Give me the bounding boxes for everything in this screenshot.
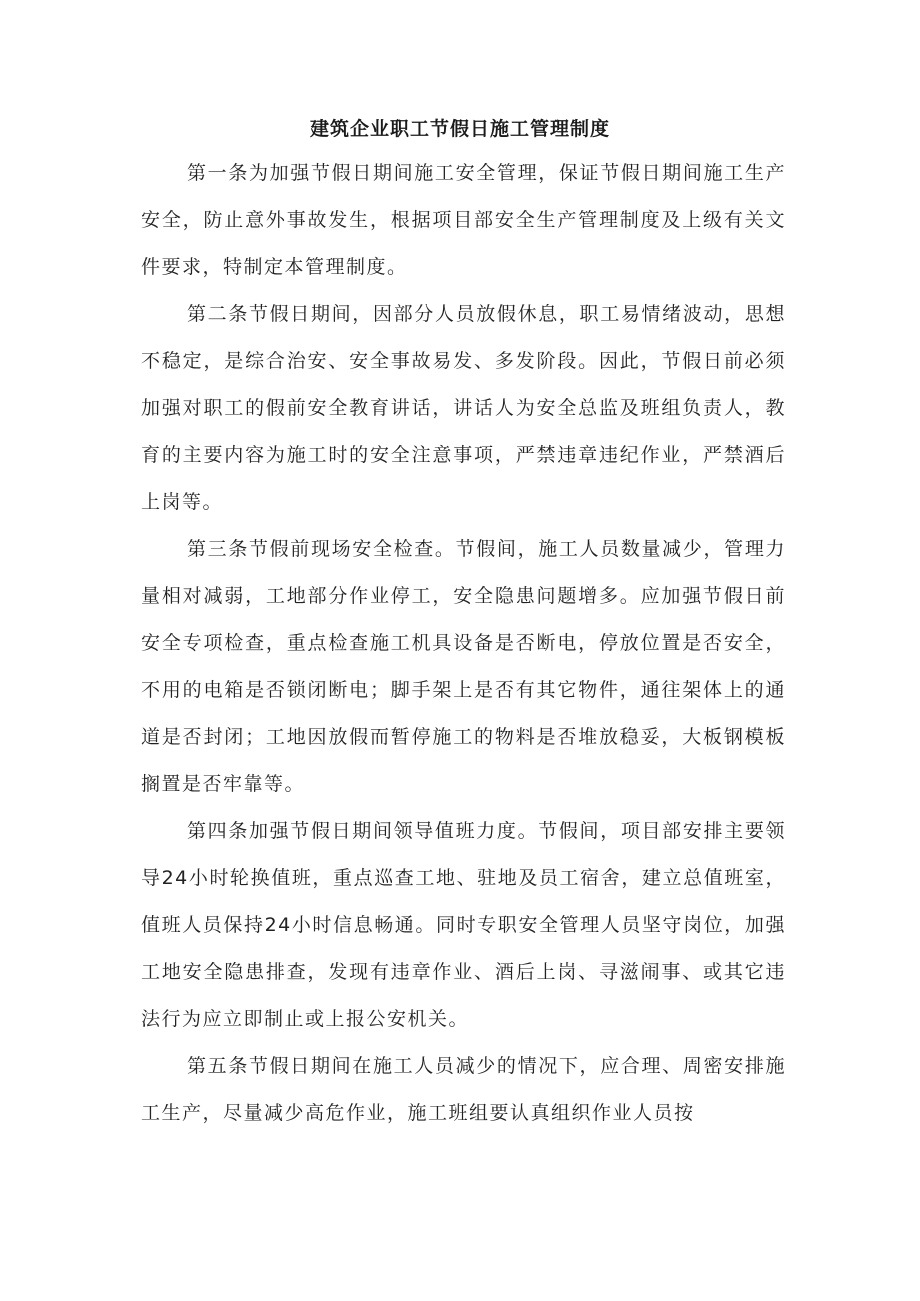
paragraph-article-1: 第一条为加强节假日期间施工安全管理，保证节假日期间施工生产安全，防止意外事故发生，根据项目部安全生产管理制度及上级有关文件要求，特制定本管理制度。 [141,162,786,278]
document-title: 建筑企业职工节假日施工管理制度 [309,118,610,140]
paragraph-article-5: 第五条节假日期间在施工人员减少的情况下，应合理、周密安排施工生产，尽量减少高危作业，施工班组要认真组织作业人员按 [141,1055,786,1124]
paragraph-article-2: 第二条节假日期间，因部分人员放假休息，职工易情绪波动，思想不稳定，是综合治安、安全事故易发、多发阶段。因此，节假日前必须加强对职工的假前安全教育讲话，讲话人为安全总监及班组负责人，教育的主要内容为施工时的安全注意事项，严禁违章违纪作业，严禁酒后上岗等。 [141,303,786,513]
paragraph-article-4: 第四条加强节假日期间领导值班力度。节假间，项目部安排主要领导24小时轮换值班，重点巡查工地、驻地及员工宿舍，建立总值班室，值班人员保持24小时信息畅通。同时专职安全管理人员坚守岗位，加强工地安全隐患排查，发现有违章作业、酒后上岗、寻滋闹事、或其它违法行为应立即制止或上报公安机关。 [141,820,786,1030]
paragraph-article-3: 第三条节假前现场安全检查。节假间，施工人员数量减少，管理力量相对减弱，工地部分作业停工，安全隐患问题增多。应加强节假日前安全专项检查，重点检查施工机具设备是否断电，停放位置是否安全，不用的电箱是否锁闭断电；脚手架上是否有其它物件，通往架体上的通道是否封闭；工地因放假而暂停施工的物料是否堆放稳妥，大板钢模板搁置是否牢靠等。 [141,538,786,795]
document-body [141,150,786,1137]
